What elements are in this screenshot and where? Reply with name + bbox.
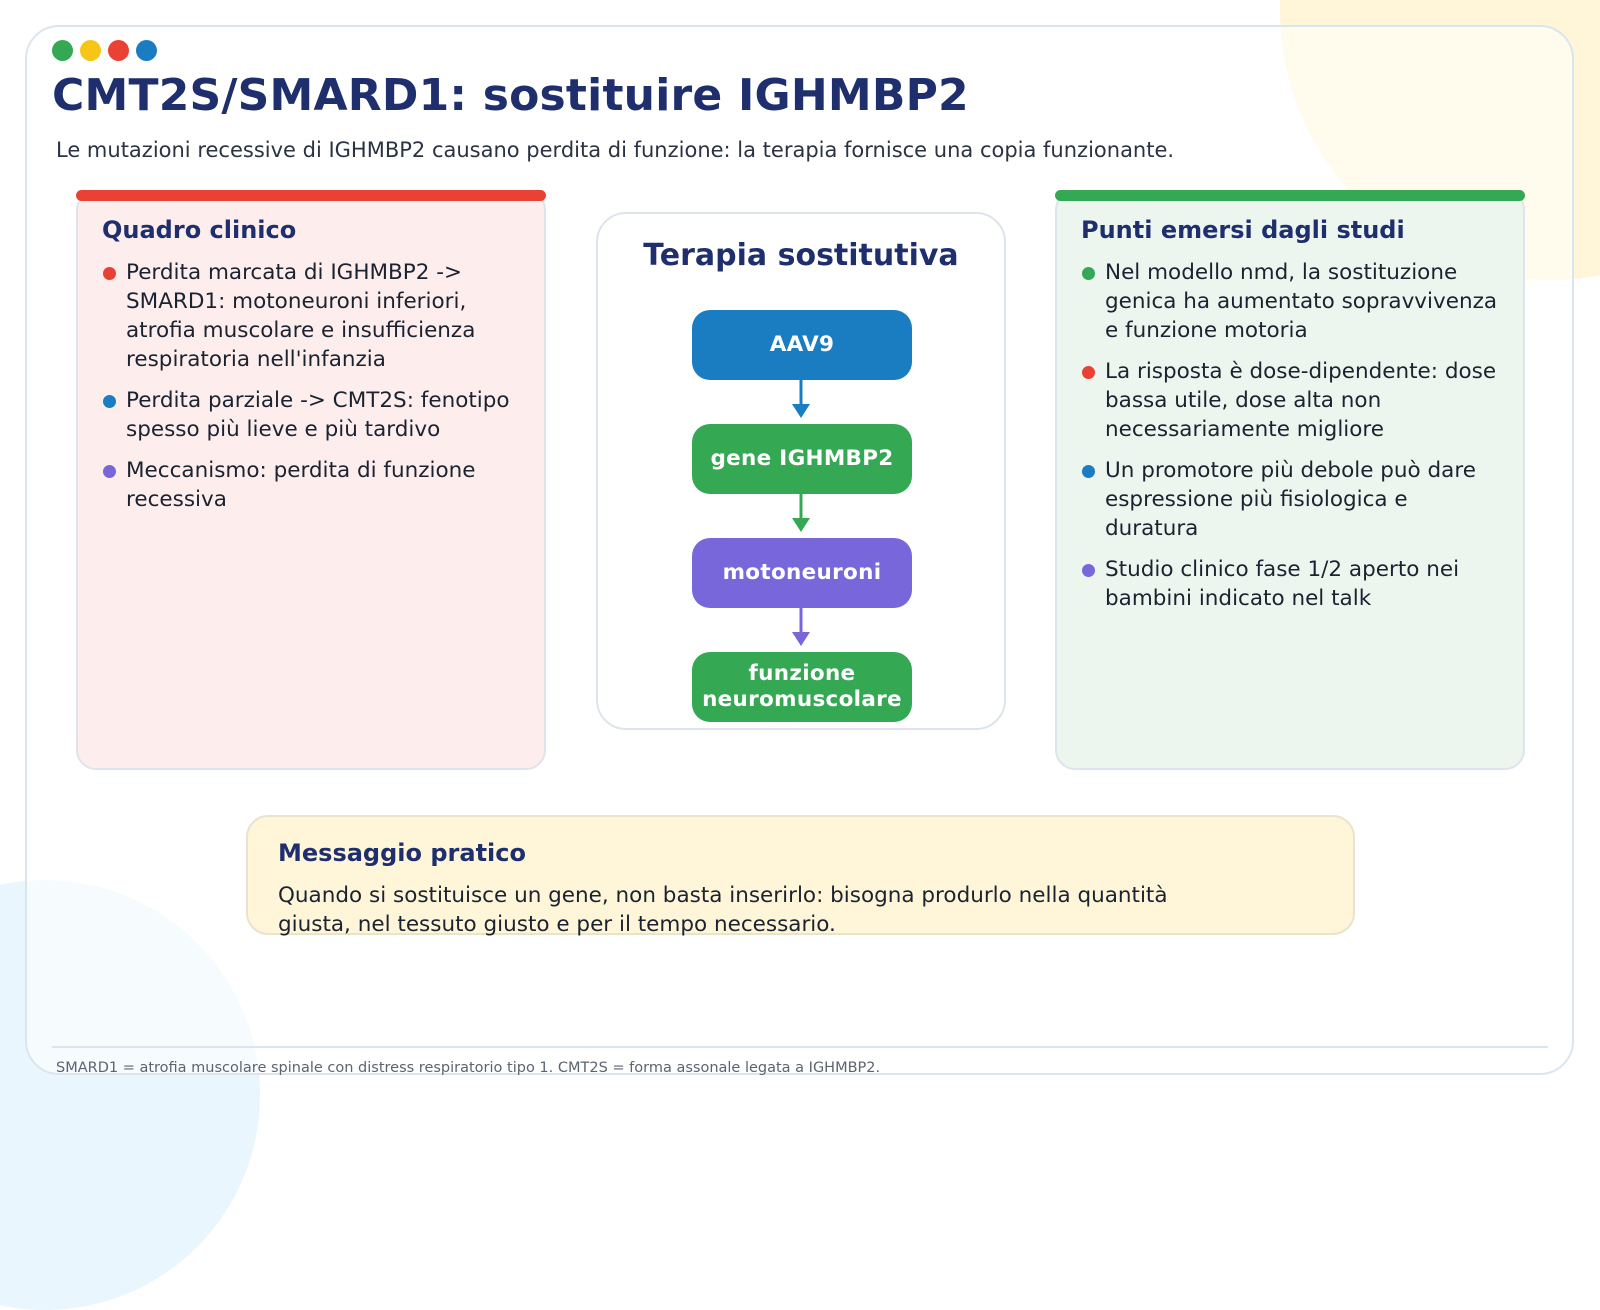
dot-red: [108, 40, 129, 61]
flow-node-aav9: [692, 310, 912, 380]
list-item-text: La risposta è dose-dipendente: dose bassa utile, dose alta non necessariamente migliore: [1105, 359, 1497, 442]
bullet-dot-icon: [1082, 564, 1095, 577]
practical-message-title: Messaggio pratico: [278, 839, 526, 867]
flow-node-gene: [692, 424, 912, 494]
list-item-text: Un promotore più debole può dare espressione più fisiologica e duratura: [1105, 458, 1476, 541]
bullet-dot-icon: [103, 465, 116, 478]
list-item: [100, 456, 522, 514]
list-item: [1079, 357, 1501, 444]
flow-node-label: AAV9: [769, 332, 835, 357]
flow-node-neuromuscular-function: [692, 652, 912, 722]
bullet-dot-icon: [1082, 267, 1095, 280]
clinical-picture-title: Quadro clinico: [102, 216, 297, 244]
flow-node-label: funzione neuromuscolare: [702, 661, 902, 712]
list-item: [1079, 258, 1501, 345]
bullet-dot-icon: [1082, 465, 1095, 478]
list-item: [100, 386, 522, 444]
card-accent-bar: [1055, 190, 1525, 201]
window-dots: [52, 40, 157, 61]
dot-yellow: [80, 40, 101, 61]
study-findings-list: [1079, 258, 1501, 613]
replacement-therapy-title: Terapia sostitutiva: [643, 238, 959, 273]
practical-message-box: [246, 815, 1355, 935]
replacement-therapy-card: [596, 212, 1006, 730]
flow-node-motoneurons: [692, 538, 912, 608]
flow-node-label: gene IGHMBP2: [710, 446, 894, 471]
dot-green: [52, 40, 73, 61]
footnote: SMARD1 = atrofia muscolare spinale con distress respiratorio tipo 1. CMT2S = forma assonale legata a IGHMBP2.: [56, 1060, 881, 1076]
list-item: [1079, 456, 1501, 543]
bullet-dot-icon: [103, 267, 116, 280]
page-subtitle: Le mutazioni recessive di IGHMBP2 causano perdita di funzione: la terapia fornisce una copia funzionante.: [56, 138, 1175, 162]
study-findings-card: [1055, 190, 1525, 770]
list-item: [100, 258, 522, 374]
dot-blue: [136, 40, 157, 61]
page-title: CMT2S/SMARD1: sostituire IGHMBP2: [52, 70, 969, 121]
list-item-text: Studio clinico fase 1/2 aperto nei bambini indicato nel talk: [1105, 557, 1460, 611]
card-accent-bar: [76, 190, 546, 201]
bullet-dot-icon: [103, 395, 116, 408]
clinical-picture-list: [100, 258, 522, 514]
clinical-picture-card: [76, 190, 546, 770]
flow-node-label: motoneuroni: [722, 560, 882, 585]
arrow-down-icon: [789, 608, 813, 648]
practical-message-text: Quando si sostituisce un gene, non basta inserirlo: bisogna produrlo nella quantità giusta, nel tessuto giusto e per il tempo necessario.: [278, 883, 1168, 937]
list-item: [1079, 555, 1501, 613]
list-item-text: Perdita marcata di IGHMBP2 -> SMARD1: motoneuroni inferiori, atrofia muscolare e insufficienza respiratoria nell'infanzia: [126, 260, 476, 372]
list-item-text: Nel modello nmd, la sostituzione genica ha aumentato sopravvivenza e funzione motoria: [1105, 260, 1498, 343]
arrow-down-icon: [789, 380, 813, 420]
arrow-down-icon: [789, 494, 813, 534]
footer-divider: [52, 1046, 1548, 1048]
list-item-text: Meccanismo: perdita di funzione recessiva: [126, 458, 476, 512]
list-item-text: Perdita parziale -> CMT2S: fenotipo spesso più lieve e più tardivo: [126, 388, 510, 442]
bullet-dot-icon: [1082, 366, 1095, 379]
study-findings-title: Punti emersi dagli studi: [1081, 216, 1405, 244]
